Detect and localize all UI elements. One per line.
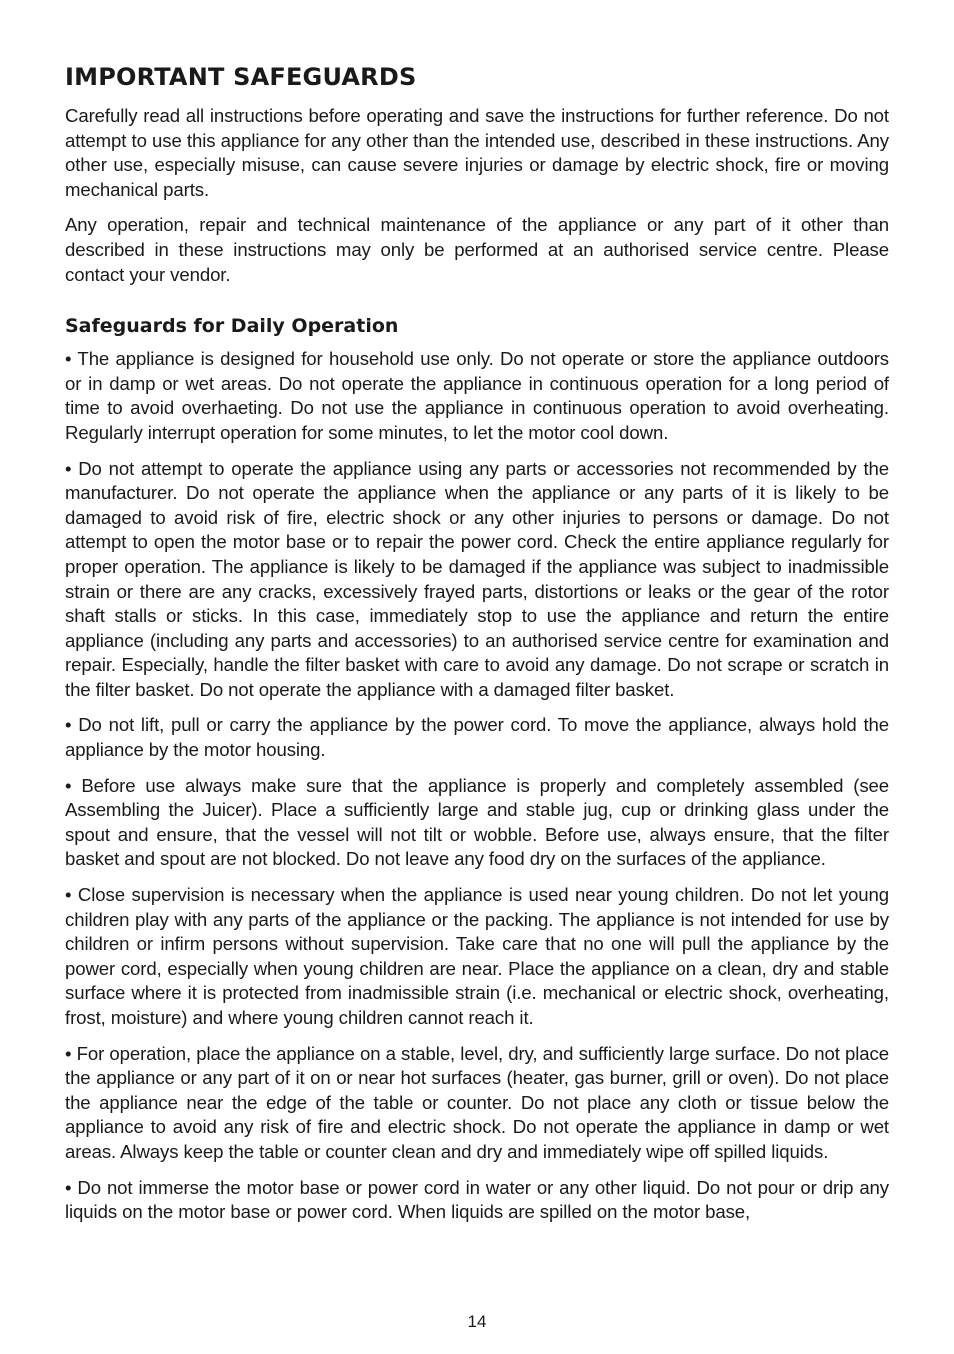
safeguard-item-2: • Do not attempt to operate the appliance using any parts or accessories not recommended by the manufacturer. Do not operate the appliance when the appliance or any parts of it is likely to be damaged to avoid risk of fire, electric shock or any other injuries to persons or damage. Do not attempt to open the motor base or to repair the power cord. Check the entire appliance regularly for proper operation. The appliance is likely to be damaged if the appliance was subject to inadmissible strain or there are any cracks, excessively frayed parts, distortions or leaks or the gear of the rotor shaft stalls or sticks. In this case, immediately stop to use the appliance and return the entire appliance (including any parts and accessories) to an authorised service centre for examination and repair. Especially, handle the filter basket with care to avoid any damage. Do not scrape or scratch in the filter basket. Do not operate the appliance with a damaged filter basket. bbox=[65, 457, 889, 700]
intro-paragraph-2: Any operation, repair and technical maintenance of the appliance or any part of it other than described in these instructions may only be performed at an authorised service centre. Please contact your vendor. bbox=[65, 214, 889, 285]
safeguard-item-3: • Do not lift, pull or carry the appliance by the power cord. To move the appliance, always hold the appliance by the motor housing. bbox=[65, 714, 889, 761]
intro-paragraph-1: Carefully read all instructions before operating and save the instructions for further reference. Do not attempt to use this appliance for any other than the intended use, described in these instructions. Any other use, especially misuse, can cause severe injuries or damage by electric shock, fire or moving mechanical parts. bbox=[65, 105, 889, 200]
page-title: IMPORTANT SAFEGUARDS bbox=[65, 63, 417, 91]
safeguard-item-5: • Close supervision is necessary when the appliance is used near young children. Do not let young children play with any parts of the appliance or the packing. The appliance is not intended for use by children or infirm persons without supervision. Take care that no one will pull the appliance by the power cord, especially when young children are near. Place the appliance on a clean, dry and stable surface where it is protected from inadmissible strain (i.e. mechanical or electric shock, overheating, frost, moisture) and where young children cannot reach it. bbox=[65, 884, 889, 1028]
document-page bbox=[65, 58, 889, 1236]
section-title: Safeguards for Daily Operation bbox=[65, 315, 399, 338]
safeguard-item-7: • Do not immerse the motor base or power cord in water or any other liquid. Do not pour or drip any liquids on the motor base or power cord. When liquids are spilled on the motor base, bbox=[65, 1176, 889, 1223]
safeguard-item-6: • For operation, place the appliance on a stable, level, dry, and sufficiently large surface. Do not place the appliance or any part of it on or near hot surfaces (heater, gas burner, grill or oven). Do not place the appliance near the edge of the table or counter. Do not place any cloth or tissue below the appliance to avoid any risk of fire and electric shock. Do not operate the appliance in damp or wet areas. Always keep the table or counter clean and dry and immediately wipe off spilled liquids. bbox=[65, 1042, 889, 1162]
safeguard-item-4: • Before use always make sure that the appliance is properly and completely assembled (see Assembling the Juicer). Place a sufficiently large and stable jug, cup or drinking glass under the spout and ensure, that the vessel will not tilt or wobble. Before use, always ensure, that the filter basket and spout are not blocked. Do not leave any food dry on the surfaces of the appliance. bbox=[65, 774, 889, 870]
page-number: 14 bbox=[467, 1312, 487, 1331]
safeguard-item-1: • The appliance is designed for household use only. Do not operate or store the appliance outdoors or in damp or wet areas. Do not operate the appliance in continuous operation for a long period of time to avoid overhaeting. Do not use the appliance in continuous operation to avoid overheating. Regularly interrupt operation for some minutes, to let the motor cool down. bbox=[65, 348, 889, 443]
